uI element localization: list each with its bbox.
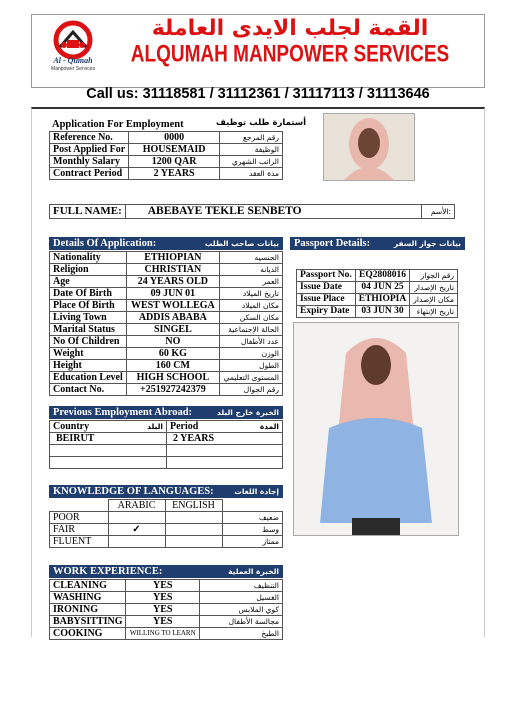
table-header-row: Country البلد Period المدة [50,421,283,433]
checkmark-icon: ✓ [108,524,165,536]
experience-table [49,579,283,640]
table-row: Issue Date 04 JUN 25 تاريخ الإصدار [297,282,458,294]
passport-table [296,269,458,318]
table-row: BEIRUT 2 YEARS [50,433,283,445]
table-row: WASHING YES الغسيل [50,592,283,604]
table-row: Reference No. 0000 رقم المرجع [50,132,283,144]
application-table [49,131,283,180]
table-row: FAIR ✓ وسط [50,524,283,536]
table-row: Passport No. EQ2808016 رقم الجواز [297,270,458,282]
table-row: Contact No. +251927242379 رقم الجوال [50,384,283,396]
table-row: Height 160 CM الطول [50,360,283,372]
experience-header: WORK EXPERIENCE: الخبرة العملية [49,565,283,578]
table-row: Religion CHRISTIAN الديانه [50,264,283,276]
table-row: Age 24 YEARS OLD العمر [50,276,283,288]
full-name-table [49,204,455,219]
logo-text: Al - Qumah [53,56,93,65]
table-row: No Of Children NO عدد الأطفال [50,336,283,348]
table-row: Issue Place ETHIOPIA مكان الإصدار [297,294,458,306]
full-name-label: FULL NAME: [50,205,126,219]
table-row: Post Applied For HOUSEMAID الوظيفة [50,144,283,156]
logo-subtext: Manpower Services [51,66,95,72]
table-row: IRONING YES كوي الملابس [50,604,283,616]
table-row: Expiry Date 03 JUN 30 تاريخ الإنتهاء [297,306,458,318]
table-row: Nationality ETHIOPIAN الجنسيه [50,252,283,264]
table-row: Weight 60 KG الوزن [50,348,283,360]
details-header: Details Of Application: بيانات صاحب الطلب [49,237,283,250]
full-name-label-ar: الأسم: [422,205,455,219]
company-title: ALQUMAH MANPOWER SERVICES [130,41,450,68]
languages-header: KNOWLEDGE OF LANGUAGES: إجادة اللغات [49,485,283,498]
table-header-row: ARABIC ENGLISH [50,500,283,512]
details-table [49,251,283,396]
table-row: Date Of Birth 09 JUN 01 تاريخ الميلاد [50,288,283,300]
table-row: FLUENT ممتاز [50,536,283,548]
table-row: COOKING WILLING TO LEARN الطبخ [50,628,283,640]
table-row: BABYSITTING YES مجالسة الأطفال [50,616,283,628]
table-row: Place Of Birth WEST WOLLEGA مكان الميلاد [50,300,283,312]
table-row: CLEANING YES التنظيف [50,580,283,592]
passport-header: Passport Details: بيانات جواز السفر [290,237,465,250]
table-row: Marital Status SINGEL الحالة الإجتماعية [50,324,283,336]
table-row: Living Town ADDIS ABABA مكان السكن [50,312,283,324]
applicant-photo-full [293,322,459,536]
table-row: POOR ضعيف [50,512,283,524]
arabic-company-title: القمة لجلب الايدى العاملة [151,16,429,41]
previous-employment-table [49,420,283,469]
application-title-ar: أستمارة طلب توظيف [216,118,307,128]
table-row: Monthly Salary 1200 QAR الراتب الشهري [50,156,283,168]
previous-employment-header: Previous Employment Abroad: الخبرة خارج البلد [49,406,283,419]
table-row [50,457,283,469]
call-us-line: Call us: 31118581 / 31112361 / 31117113 / 31113646 [86,86,430,102]
table-row: Contract Period 2 YEARS مدة العقد [50,168,283,180]
applicant-photo-small [323,113,415,181]
application-title: Application For Employment [52,119,184,130]
table-row: Education Level HIGH SCHOOL المستوى التعليمي [50,372,283,384]
full-name-value: ABEBAYE TEKLE SENBETO [125,205,421,219]
company-logo [40,20,106,74]
languages-table [49,499,283,548]
table-row [50,445,283,457]
